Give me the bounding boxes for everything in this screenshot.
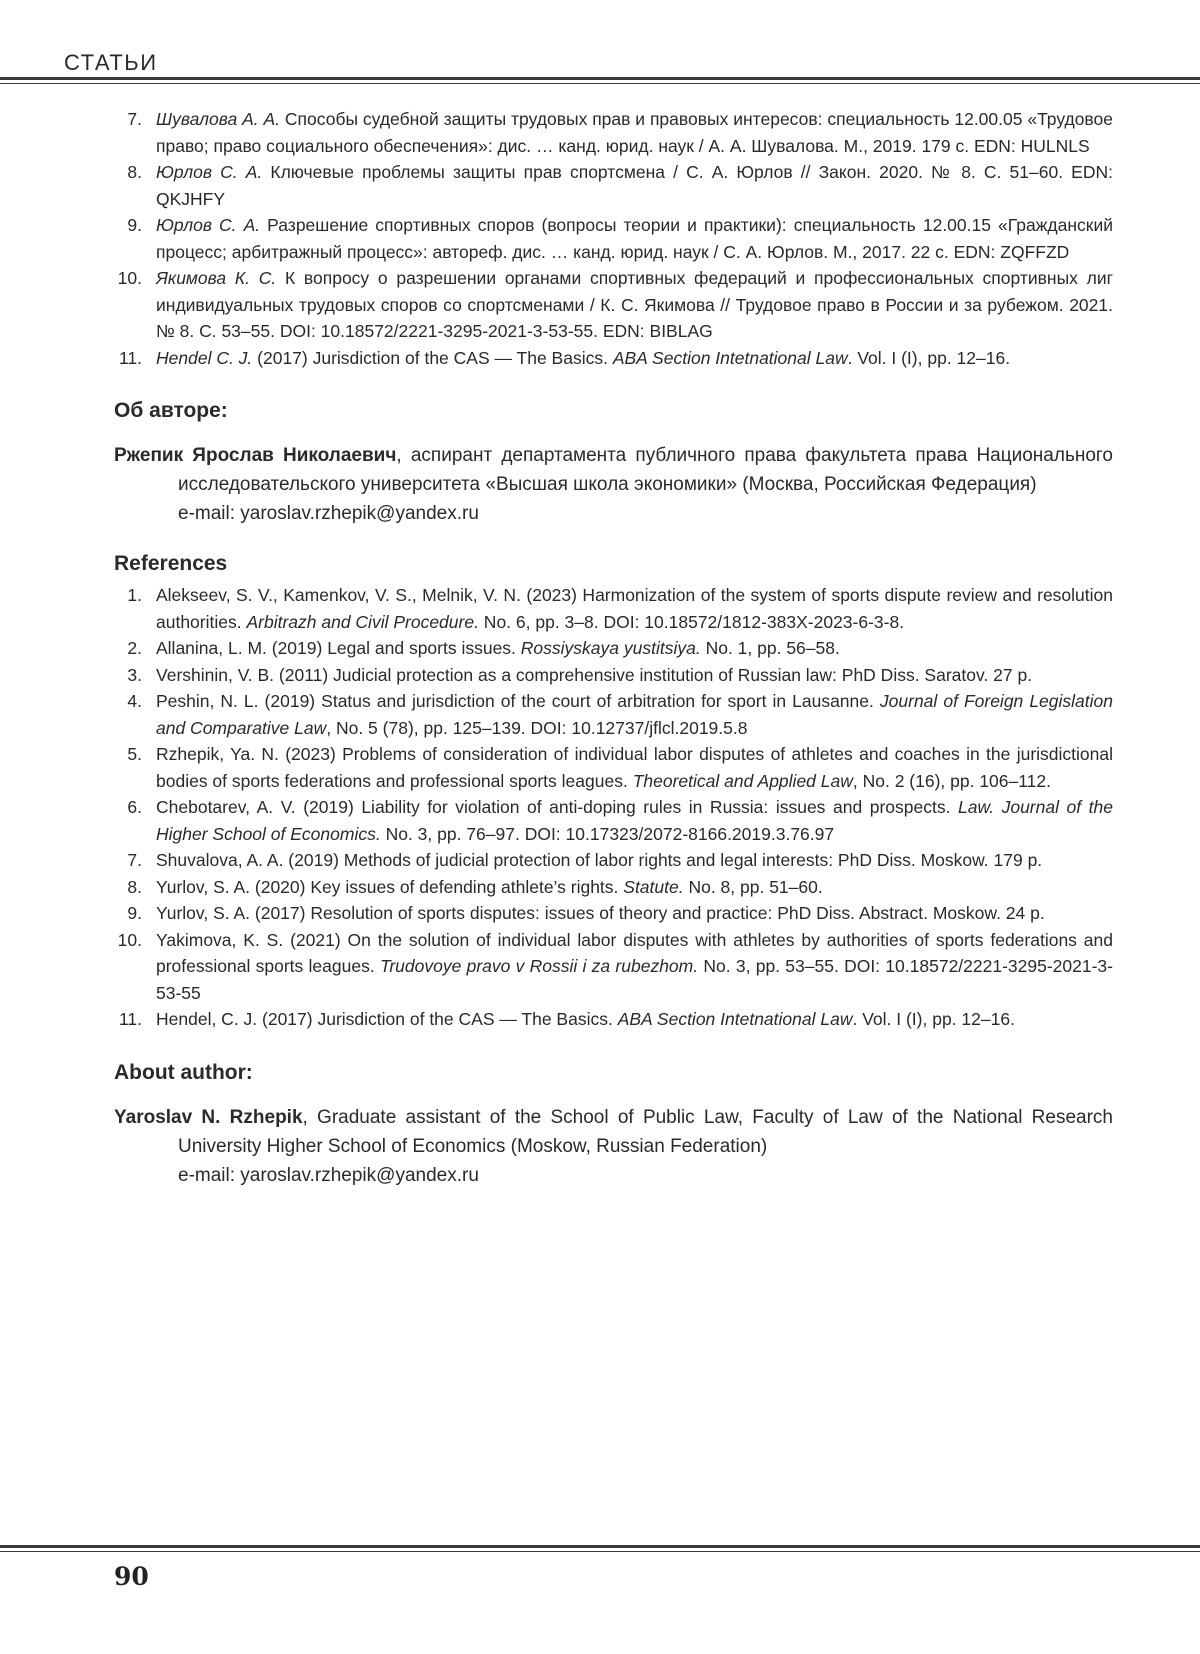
list-item bbox=[114, 159, 1113, 212]
ref-number: 10. bbox=[117, 268, 142, 288]
list-item bbox=[114, 688, 1113, 741]
ref-number: 7. bbox=[127, 109, 142, 129]
ref-text: Hendel, C. J. (2017) Jurisdiction of the CAS — The Basics. bbox=[156, 1009, 618, 1029]
ref-journal: Statute. bbox=[623, 876, 684, 897]
ref-number: 2. bbox=[127, 638, 142, 658]
list-item bbox=[114, 900, 1113, 927]
page-number: 90 bbox=[114, 1562, 149, 1591]
ref-author: Юрлов С. А. bbox=[156, 215, 261, 235]
running-head: СТАТЬИ bbox=[64, 50, 158, 75]
russian-reference-list bbox=[114, 106, 1113, 371]
list-item bbox=[114, 635, 1113, 662]
author-description: , аспирант департамента публичного права факультета права Национального исследовательского университета «Высшая школа экономики» (Москва, Российская Федерация) bbox=[178, 445, 1113, 495]
ref-number: 8. bbox=[127, 876, 142, 897]
about-author-heading-en: About author: bbox=[114, 1060, 253, 1084]
ref-number: 11. bbox=[118, 1009, 142, 1029]
ref-number: 11. bbox=[118, 347, 142, 368]
ref-tail: No. 3, pp. 53–55. DOI: 10.18572/2221-3295-2021-3-53-55 bbox=[156, 956, 1113, 1003]
list-item bbox=[114, 847, 1113, 874]
ref-journal: Law. Journal of the Higher School of Economics. bbox=[156, 797, 1114, 844]
ref-tail: No. 6, pp. 3–8. DOI: 10.18572/1812-383X-2023-6-3-8. bbox=[478, 611, 905, 632]
ref-tail: , No. 2 (16), pp. 106–112. bbox=[852, 770, 1052, 791]
ref-text: Разрешение спортивных споров (вопросы теории и практики): специальность 12.00.15 «Гражданский процесс; арбитражный процесс»: автореф. дис. … канд. юрид. наук / С. А. Юрлов. М., 2017. 22 с. EDN: ZQFFZD bbox=[156, 215, 1113, 262]
header-rule bbox=[0, 77, 1200, 80]
ref-journal: Journal of Foreign Legislation and Comparative Law bbox=[156, 691, 1113, 738]
ref-text: Shuvalova, A. A. (2019) Methods of judicial protection of labor rights and legal interests: PhD Diss. Moskow. 179 p. bbox=[156, 850, 1043, 870]
ref-journal: Arbitrazh and Civil Procedure. bbox=[246, 611, 479, 632]
ref-text: Ключевые проблемы защиты прав спортсмена / С. А. Юрлов // Закон. 2020. № 8. С. 51–60. EDN: QKJHFY bbox=[156, 162, 1113, 209]
list-item bbox=[114, 582, 1113, 635]
author-email-en: e-mail: yaroslav.rzhepik@yandex.ru bbox=[178, 1164, 479, 1186]
header-rule-thin bbox=[0, 83, 1200, 84]
author-description: , Graduate assistant of the School of Public Law, Faculty of Law of the National Research University Higher School of Economics (Moskow, Russian Federation) bbox=[178, 1106, 1113, 1157]
author-name: Yaroslav N. Rzhepik bbox=[114, 1106, 303, 1128]
list-item bbox=[114, 662, 1113, 689]
ref-tail: No. 8, pp. 51–60. bbox=[683, 876, 823, 897]
author-name: Ржепик Ярослав Николаевич bbox=[114, 445, 397, 466]
ref-number: 6. bbox=[127, 797, 142, 817]
list-item bbox=[114, 741, 1113, 794]
ref-text: Способы судебной защиты трудовых прав и правовых интересов: специальность 12.00.05 «Трудовое право; право социального обеспечения»: дис. … канд. юрид. наук / А. А. Шувалова. М., 2019. 179 с. EDN: HULNLS bbox=[156, 109, 1113, 156]
ref-journal: Theoretical and Applied Law bbox=[632, 770, 853, 791]
ref-text: Rzhepik, Ya. N. (2023) Problems of consideration of individual labor disputes of athletes and coaches in the jurisdictional bodies of sports federations and professional sports leagues. bbox=[156, 744, 1113, 791]
ref-number: 9. bbox=[127, 903, 142, 923]
ref-number: 8. bbox=[127, 162, 142, 182]
list-item bbox=[114, 106, 1113, 159]
ref-text: Vershinin, V. B. (2011) Judicial protection as a comprehensive institution of Russian law: PhD Diss. Saratov. 27 p. bbox=[156, 664, 1033, 685]
ref-tail: No. 3, pp. 76–97. DOI: 10.17323/2072-8166.2019.3.76.97 bbox=[380, 823, 835, 844]
list-item bbox=[114, 794, 1113, 847]
author-info-ru bbox=[114, 441, 1113, 499]
ref-text: Peshin, N. L. (2019) Status and jurisdiction of the court of arbitration for sport in Lausanne. bbox=[156, 691, 880, 711]
ref-author: Якимова К. С. bbox=[156, 268, 277, 288]
ref-number: 4. bbox=[127, 691, 142, 711]
list-item bbox=[114, 874, 1113, 901]
ref-text: К вопросу о разрешении органами спортивных федераций и профессиональных спортивных лиг индивидуальных трудовых споров со спортсменами / К. С. Якимова // Трудовое право в России и за рубежом. 2021. № 8. С. 53–55. DOI: 10.18572/2221-3295-2021-3-53-55. EDN: BIBLAG bbox=[156, 268, 1113, 341]
ref-number: 3. bbox=[127, 664, 142, 685]
author-info-en bbox=[114, 1103, 1113, 1161]
author-email-ru: e-mail: yaroslav.rzhepik@yandex.ru bbox=[178, 503, 479, 524]
ref-journal: ABA Section Intetnational Law bbox=[617, 1009, 853, 1029]
ref-tail: . Vol. I (I), pp. 12–16. bbox=[847, 347, 1011, 368]
ref-journal: ABA Section Intetnational Law bbox=[612, 347, 848, 368]
ref-author: Шувалова А. А. bbox=[156, 109, 281, 129]
ref-tail: . Vol. I (I), pp. 12–16. bbox=[852, 1009, 1015, 1029]
list-item bbox=[114, 265, 1113, 345]
about-author-heading-ru: Об авторе: bbox=[114, 399, 228, 422]
ref-author: Hendel C. J. bbox=[156, 347, 253, 368]
references-heading: References bbox=[114, 552, 228, 575]
ref-text: Yakimova, K. S. (2021) On the solution of individual labor disputes with athletes by authorities of sports federations and professional sports leagues. bbox=[156, 929, 1113, 976]
list-item bbox=[114, 212, 1113, 265]
english-reference-list bbox=[114, 582, 1113, 1033]
ref-tail: , No. 5 (78), pp. 125–139. DOI: 10.12737/jflcl.2019.5.8 bbox=[326, 717, 748, 738]
ref-text: Yurlov, S. A. (2017) Resolution of sports disputes: issues of theory and practice: PhD Diss. Abstract. Moskow. 24 p. bbox=[156, 903, 1045, 923]
ref-text: Allanina, L. M. (2019) Legal and sports issues. bbox=[156, 638, 521, 658]
ref-text: Chebotarev, A. V. (2019) Liability for violation of anti-doping rules in Russia: issues and prospects. bbox=[156, 797, 959, 817]
ref-number: 10. bbox=[117, 929, 142, 950]
ref-text: Yurlov, S. A. (2020) Key issues of defending athlete’s rights. bbox=[156, 876, 624, 897]
footer-rule bbox=[0, 1545, 1200, 1548]
ref-number: 9. bbox=[127, 215, 142, 235]
ref-text: Alekseev, S. V., Kamenkov, V. S., Melnik, V. N. (2023) Harmonization of the system of sports dispute review and resolution authorities. bbox=[156, 585, 1113, 632]
page-content bbox=[114, 106, 1113, 1190]
list-item bbox=[114, 1006, 1113, 1033]
list-item bbox=[114, 345, 1113, 372]
ref-number: 1. bbox=[127, 585, 142, 605]
ref-text: (2017) Jurisdiction of the CAS — The Basics. bbox=[252, 347, 613, 368]
ref-number: 7. bbox=[127, 850, 142, 870]
ref-journal: Rossiyskaya yustitsiya. bbox=[520, 638, 701, 658]
list-item bbox=[114, 927, 1113, 1007]
ref-tail: No. 1, pp. 56–58. bbox=[700, 638, 840, 658]
ref-number: 5. bbox=[127, 744, 142, 764]
ref-author: Юрлов С. А. bbox=[156, 162, 263, 182]
ref-journal: Trudovoye pravo v Rossii i za rubezhom. bbox=[379, 956, 699, 976]
footer-rule-thin bbox=[0, 1551, 1200, 1552]
